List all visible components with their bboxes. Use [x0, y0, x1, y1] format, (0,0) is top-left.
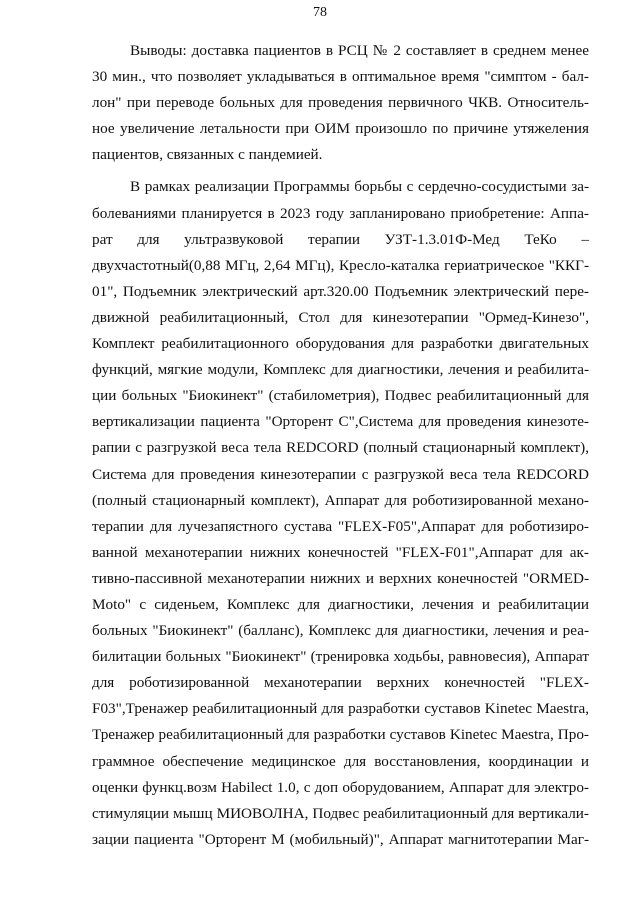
document-body — [92, 38, 589, 853]
text-line: болеваниями планируется в 2023 году запланировано приобретение: Аппа- — [92, 204, 589, 222]
text-line: граммное обеспечение медицинское для восстановления, координации и — [92, 752, 589, 770]
text-line: стимуляции мышц МИОВОЛНА, Подвес реабилитационный для вертикали- — [92, 804, 589, 822]
text-line: Moto" с сиденьем, Комплекс для диагностики, лечения и реабилитации — [92, 595, 589, 613]
text-line: рапии с разгрузкой веса тела REDCORD (полный стационарный комплект), — [92, 439, 589, 457]
text-line: для роботизированной механотерапии верхних конечностей "FLEX- — [92, 674, 589, 692]
text-line: рат для ультразвуковой терапии УЗТ-1.3.01Ф-Мед ТеКо – — [92, 230, 589, 248]
text-line: Выводы: доставка пациентов в РСЦ № 2 составляет в среднем менее — [130, 42, 589, 59]
text-line: двухчастотный(0,88 МГц, 2,64 МГц), Кресло-каталка гериатрическое "ККГ- — [92, 256, 589, 274]
text-line: F03",Тренажер реабилитационный для разработки суставов Kinetec Maestra, — [92, 700, 589, 718]
text-line: оценки функц.возм Habilect 1.0, с доп оборудованием, Аппарат для электро- — [92, 778, 589, 796]
text-line: Система для проведения кинезотерапии с разгрузкой веса тела REDCORD — [92, 465, 589, 483]
text-line: ции больных "Биокинект" (стабилометрия), Подвес реабилитационный для — [92, 387, 589, 405]
text-line: лон" при переводе больных для проведения первичного ЧКВ. Относитель- — [92, 94, 589, 112]
text-line: ванной механотерапии нижних конечностей "FLEX-F01",Аппарат для ак- — [92, 543, 589, 561]
text-line: Тренажер реабилитационный для разработки суставов Kinetec Maestra, Про- — [92, 726, 589, 744]
text-line: вертикализации пациента "Орторент С",Система для проведения кинезоте- — [92, 413, 589, 431]
text-line: функций, мягкие модули, Комплекс для диагностики, лечения и реабилита- — [92, 361, 589, 379]
paragraph-conclusions — [92, 38, 589, 168]
text-line: 01", Подъемник электрический арт.320.00 Подъемник электрический пере- — [92, 282, 589, 300]
text-line: 30 мин., что позволяет укладываться в оптимальное время "симптом - бал- — [92, 68, 589, 86]
text-line: зации пациента "Орторент М (мобильный)", Аппарат магнитотерапии Маг- — [92, 830, 589, 848]
text-line: ное увеличение летальности при ОИМ произошло по причине утяжеления — [92, 120, 589, 138]
text-line: тивно-пассивной механотерапии нижних и верхних конечностей "ORMED- — [92, 569, 589, 587]
text-line: больных "Биокинект" (балланс), Комплекс для диагностики, лечения и реа- — [92, 622, 589, 640]
text-line: пациентов, связанных с пандемией. — [92, 146, 323, 164]
paragraph-equipment-purchase — [92, 174, 589, 852]
text-line: Комплект реабилитационного оборудования для разработки двигательных — [92, 335, 589, 353]
text-line: терапии для лучезапястного сустава "FLEX-F05",Аппарат для роботизиро- — [92, 517, 589, 535]
text-line: В рамках реализации Программы борьбы с сердечно-сосудистыми за- — [130, 178, 589, 196]
text-line: движной реабилитационный, Стол для кинезотерапии "Ормед-Кинезо", — [92, 308, 589, 326]
page-number: 78 — [313, 5, 327, 20]
text-line: билитации больных "Биокинект" (тренировка ходьбы, равновесия), Аппарат — [92, 648, 589, 666]
text-line: (полный стационарный комплект), Аппарат для роботизированной механо- — [92, 491, 589, 509]
